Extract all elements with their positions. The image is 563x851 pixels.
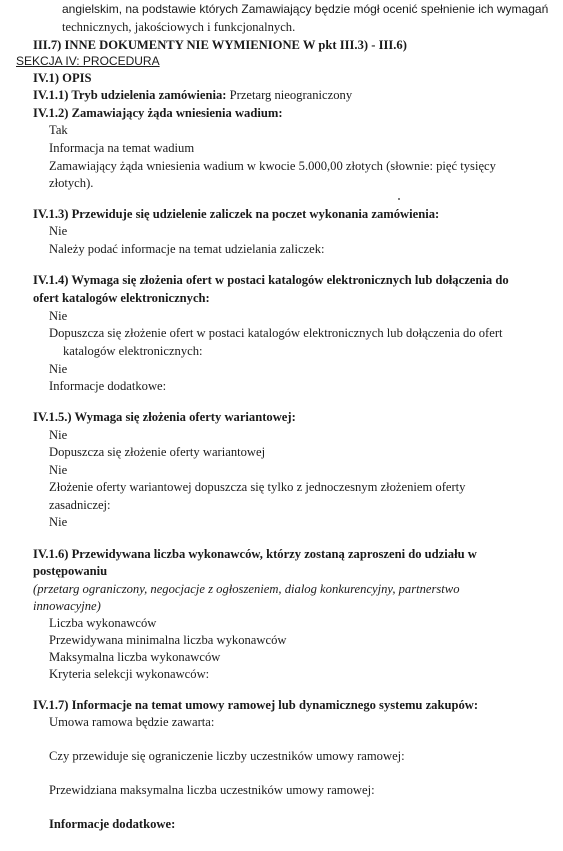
scan-speck xyxy=(398,198,400,200)
field-text: zasadniczej: xyxy=(49,498,111,512)
list-item: Maksymalna liczba wykonawców xyxy=(49,650,221,664)
field-label-iv116: IV.1.6) Przewidywana liczba wykonawców, którzy zostaną zaproszeni do udziału w xyxy=(33,547,477,561)
field-text: Informacje dodatkowe: xyxy=(49,817,176,831)
field-value: Przetarg nieograniczony xyxy=(229,88,353,102)
list-item: Kryteria selekcji wykonawców: xyxy=(49,667,210,681)
field-text: Informacja na temat wadium xyxy=(49,141,195,155)
field-label-iv114: IV.1.4) Wymaga się złożenia ofert w postaci katalogów elektronicznych lub dołączenia do xyxy=(33,273,509,287)
subsection-heading-opis: IV.1) OPIS xyxy=(33,71,92,85)
field-text: złotych). xyxy=(49,176,94,190)
field-text: Należy podać informacje na temat udzielania zaliczek: xyxy=(49,242,325,256)
field-label-iv113: IV.1.3) Przewiduje się udzielenie zaliczek na poczet wykonania zamówienia: xyxy=(33,207,440,221)
field-label-iv114-cont: ofert katalogów elektronicznych: xyxy=(33,291,210,305)
list-item: Przewidywana minimalna liczba wykonawców xyxy=(49,633,287,647)
field-label-iv115: IV.1.5.) Wymaga się złożenia oferty wariantowej: xyxy=(33,410,296,424)
field-text: Przewidziana maksymalna liczba uczestników umowy ramowej: xyxy=(49,783,375,797)
field-note: (przetarg ograniczony, negocjacje z ogłoszeniem, dialog konkurencyjny, partnerstwo xyxy=(33,582,460,596)
body-text-line: angielskim, na podstawie których Zamawiający będzie mógł ocenić spełnienie ich wymagań xyxy=(62,2,549,16)
field-text: Zamawiający żąda wniesienia wadium w kwocie 5.000,00 złotych (słownie: pięć tysięcy xyxy=(49,159,496,173)
list-item: Liczba wykonawców xyxy=(49,616,157,630)
section-title: SEKCJA IV: PROCEDURA xyxy=(16,54,160,68)
field-label-iv116-cont: postępowaniu xyxy=(33,564,108,578)
field-answer: Nie xyxy=(49,515,68,529)
field-answer: Nie xyxy=(49,224,68,238)
field-note: innowacyjne) xyxy=(33,599,101,613)
field-text: Czy przewiduje się ograniczenie liczby uczestników umowy ramowej: xyxy=(49,749,405,763)
body-text-line: technicznych, jakościowych i funkcjonalnych. xyxy=(62,20,296,34)
field-answer: Nie xyxy=(49,463,68,477)
field-answer: Tak xyxy=(49,123,68,137)
field-text: Złożenie oferty wariantowej dopuszcza się tylko z jednoczesnym złożeniem oferty xyxy=(49,480,466,494)
section-heading-iii7: III.7) INNE DOKUMENTY NIE WYMIENIONE W pkt III.3) - III.6) xyxy=(33,38,407,52)
field-answer: Nie xyxy=(49,309,68,323)
field-label-iv112: IV.1.2) Zamawiający żąda wniesienia wadium: xyxy=(33,106,283,120)
field-answer: Nie xyxy=(49,428,68,442)
field-text: katalogów elektronicznych: xyxy=(63,344,203,358)
field-answer: Nie xyxy=(49,362,68,376)
field-text: Umowa ramowa będzie zawarta: xyxy=(49,715,215,729)
field-text: Dopuszcza się złożenie oferty wariantowej xyxy=(49,445,266,459)
field-iv111 xyxy=(33,87,352,103)
field-label: IV.1.1) Tryb udzielenia zamówienia: xyxy=(33,88,227,102)
field-text: Informacje dodatkowe: xyxy=(49,379,167,393)
field-label-iv117: IV.1.7) Informacje na temat umowy ramowej lub dynamicznego systemu zakupów: xyxy=(33,698,479,712)
field-text: Dopuszcza się złożenie ofert w postaci katalogów elektronicznych lub dołączenia do ofert xyxy=(49,326,503,340)
